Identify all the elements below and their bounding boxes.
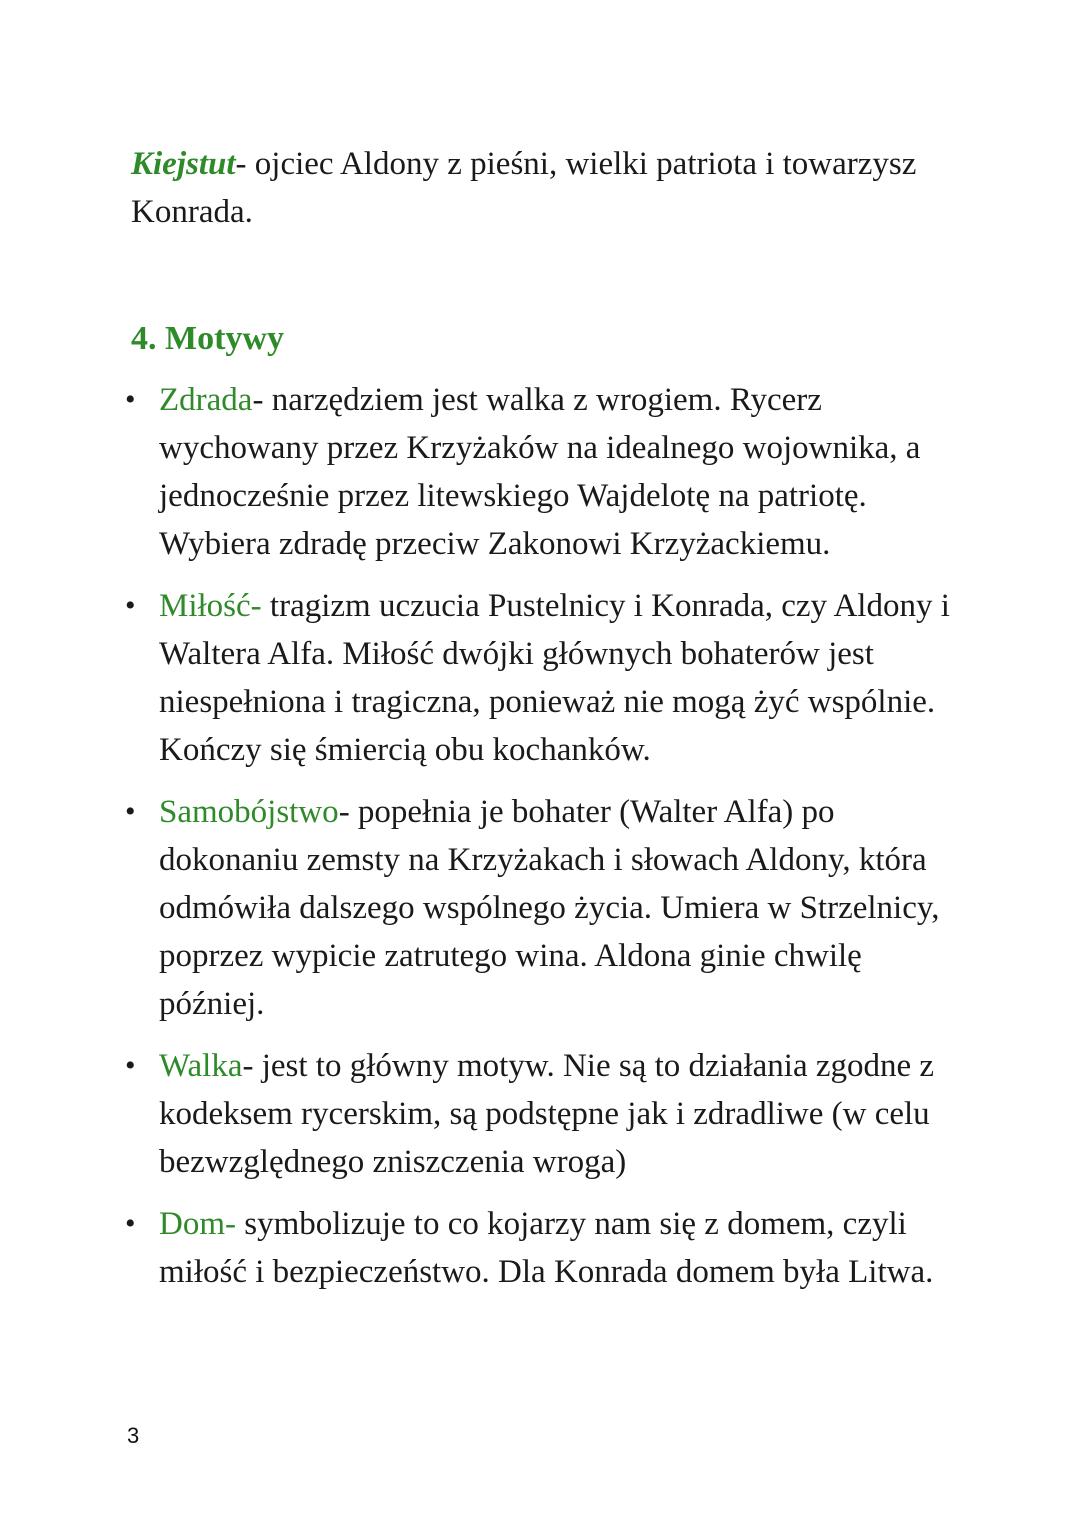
intro-text: - ojciec Aldony z pieśni, wielki patriota i towarzysz Konrada. xyxy=(131,146,917,230)
list-item xyxy=(125,788,961,1028)
motif-text: - jest to główny motyw. Nie są to działania zgodne z kodeksem rycerskim, są podstępne jak i zdradliwe (w celu bezwzględnego zniszczenia wroga) xyxy=(159,1048,935,1180)
list-item xyxy=(125,1042,961,1186)
intro-term: Kiejstut xyxy=(131,146,236,182)
motif-text: - popełnia je bohater (Walter Alfa) po dokonaniu zemsty na Krzyżakach i słowach Aldony, która odmówiła dalszego wspólnego życia. Umiera w Strzelnicy, poprzez wypicie zatrutego wina. Aldona ginie chwilę później. xyxy=(159,794,940,1022)
list-item xyxy=(125,376,961,568)
motif-term: Zdrada xyxy=(159,382,253,418)
motif-term: Dom- xyxy=(159,1206,236,1242)
bullet-icon: • xyxy=(125,589,136,622)
motifs-list xyxy=(125,376,961,1310)
page-number: 3 xyxy=(127,1423,140,1448)
motif-term: Walka xyxy=(159,1048,243,1084)
bullet-icon: • xyxy=(125,383,136,416)
section-heading: 4. Motywy xyxy=(131,320,284,357)
motif-term: Samobójstwo xyxy=(159,794,339,830)
bullet-icon: • xyxy=(125,1049,136,1082)
motif-text: symbolizuje to co kojarzy nam się z domem, czyli miłość i bezpieczeństwo. Dla Konrada domem była Litwa. xyxy=(159,1206,934,1290)
motif-text: - narzędziem jest walka z wrogiem. Rycerz wychowany przez Krzyżaków na idealnego wojownika, a jednocześnie przez litewskiego Wajdelotę na patriotę. Wybiera zdradę przeciw Zakonowi Krzyżackiemu. xyxy=(159,382,921,562)
motif-text: tragizm uczucia Pustelnicy i Konrada, czy Aldony i Waltera Alfa. Miłość dwójki głównych bohaterów jest niespełniona i tragiczna, ponieważ nie mogą żyć wspólnie. Kończy się śmiercią obu kochanków. xyxy=(159,588,950,768)
list-item xyxy=(125,1200,961,1296)
bullet-icon: • xyxy=(125,1207,136,1240)
intro-paragraph xyxy=(131,140,951,236)
list-item xyxy=(125,582,961,774)
motif-term: Miłość- xyxy=(159,588,262,624)
bullet-icon: • xyxy=(125,795,136,828)
